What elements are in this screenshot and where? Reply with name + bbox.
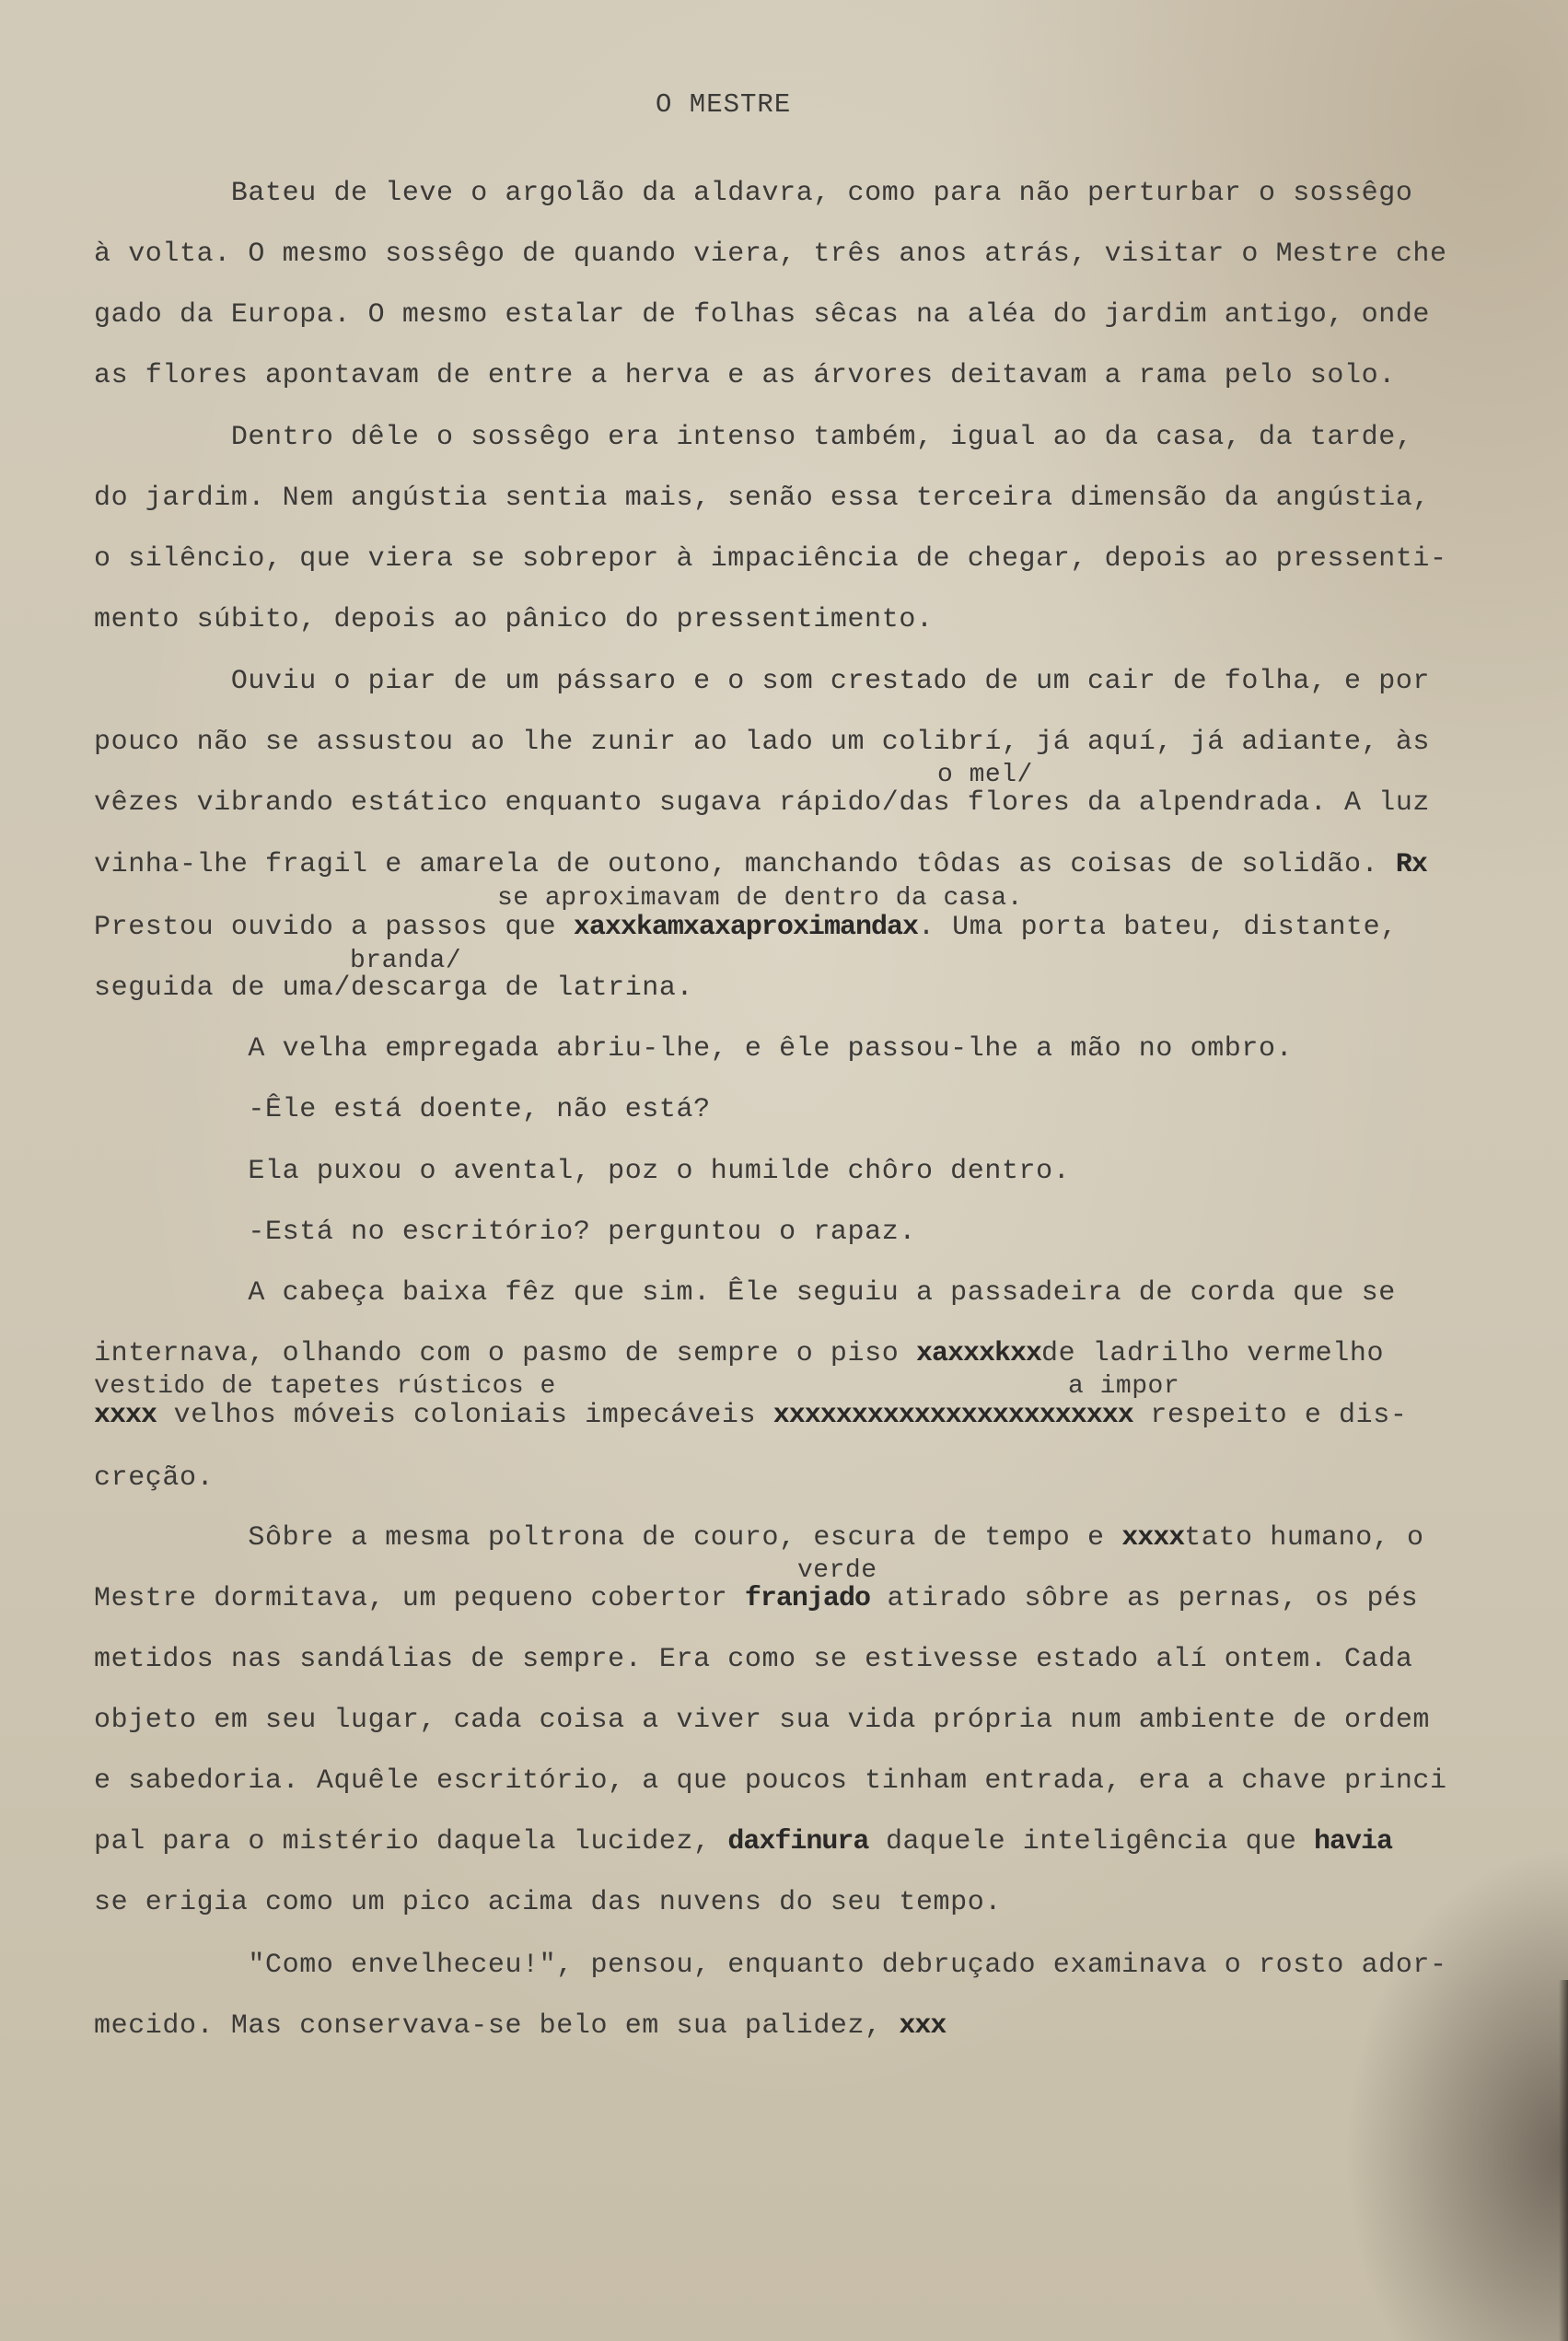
strikeout-text: xxxx [1121,1522,1185,1554]
line-text: daquele inteligência que [868,1826,1315,1858]
text-line [94,1583,1418,1614]
handwritten-insertion: o mel/ [937,761,1033,789]
paper-stain [1559,1980,1568,2341]
text-line: se erigia como um pico acima das nuvens do seu tempo. [94,1887,1002,1918]
strikeout-text: xaxxkamxaxaproximandax [573,912,918,943]
line-text: Prestou ouvido a passos que [94,912,574,943]
text-line: objeto em seu lugar, cada coisa a viver sua vida própria num ambiente de ordem [94,1705,1431,1736]
typed-insertion: verde [797,1556,877,1585]
text-line [94,912,1398,943]
line-text: Sôbre a mesma poltrona de couro, escura de tempo e [94,1522,1122,1554]
line-text: atirado sôbre as pernas, os pés [869,1583,1419,1614]
line-text: respeito e dis- [1132,1400,1408,1431]
text-line [94,1338,1384,1369]
text-line: as flores apontavam de entre a herva e as árvores deitavam a rama pelo solo. [94,360,1396,391]
text-line: à volta. O mesmo sossêgo de quando viera, três anos atrás, visitar o Mestre che [94,239,1447,270]
typed-insertion: vestido de tapetes rústicos e [94,1372,556,1401]
text-line: "Como envelheceu!", pensou, enquanto debruçado examinava o rosto ador- [94,1950,1447,1981]
text-line: mento súbito, depois ao pânico do pressentimento. [94,604,934,635]
line-text: Mestre dormitava, um pequeno cobertor [94,1583,745,1614]
typed-insertion: se aproximavam de dentro da casa. [497,884,1023,913]
text-line: A cabeça baixa fêz que sim. Êle seguiu a passadeira de corda que se [94,1277,1396,1309]
page-title: O MESTRE [656,89,792,120]
strikeout-text: xxxxxxxxxxxxxxxxxxxxxxx [772,1400,1133,1431]
strikeout-text: xxxx [94,1400,157,1431]
text-line: pouco não se assustou ao lhe zunir ao lado um colibrí, já aquí, já adiante, às [94,727,1431,758]
line-text: vinha-lhe fragil e amarela de outono, manchando tôdas as coisas de solidão. [94,849,1396,880]
text-line: -Está no escritório? perguntou o rapaz. [94,1217,916,1248]
text-line [94,2010,946,2042]
text-line: -Êle está doente, não está? [94,1094,711,1125]
strikeout-text: xxx [899,2010,947,2042]
line-text: . Uma porta bateu, distante, [917,912,1398,943]
text-line: gado da Europa. O mesmo estalar de folhas sêcas na aléa do jardim antigo, onde [94,299,1431,331]
text-line [94,1826,1392,1858]
typed-insertion: branda/ [350,947,462,975]
text-line [94,1400,1407,1431]
text-line: Dentro dêle o sossêgo era intenso também, igual ao da casa, da tarde, [94,422,1413,453]
text-line: Bateu de leve o argolão da aldavra, como para não perturbar o sossêgo [94,178,1413,209]
line-text: de ladrilho vermelho [1040,1338,1385,1369]
line-text: mecido. Mas conservava-se belo em sua palidez, [94,2010,900,2042]
text-line: Ela puxou o avental, poz o humilde chôro dentro. [94,1156,1071,1187]
text-line: o silêncio, que viera se sobrepor à impaciência de chegar, depois ao pressenti- [94,543,1447,575]
text-line: creção. [94,1462,215,1494]
strikeout-text: franjado [744,1583,870,1614]
strikeout-text: havia [1314,1826,1393,1858]
text-line: seguida de uma/descarga de latrina. [94,973,694,1004]
line-text: internava, olhando com o pasmo de sempre o piso [94,1338,916,1369]
text-line: metidos nas sandálias de sempre. Era como se estivesse estado alí ontem. Cada [94,1644,1413,1675]
strikeout-text: daxfinura [727,1826,869,1858]
line-text: pal para o mistério daquela lucidez, [94,1826,728,1858]
text-line: do jardim. Nem angústia sentia mais, senão essa terceira dimensão da angústia, [94,483,1431,514]
text-line [94,849,1427,880]
strikeout-text: xaxxxkxx [915,1338,1041,1369]
text-line: Ouviu o piar de um pássaro e o som crestado de um cair de folha, e por [94,666,1431,697]
line-text: tato humano, o [1184,1522,1424,1554]
text-line: e sabedoria. Aquêle escritório, a que poucos tinham entrada, era a chave princi [94,1765,1447,1797]
typed-insertion: a impor [1068,1372,1180,1401]
strikeout-text: Rx [1395,849,1427,880]
text-line: A velha empregada abriu-lhe, e êle passou-lhe a mão no ombro. [94,1033,1294,1065]
line-text: velhos móveis coloniais impecáveis [157,1400,773,1431]
text-line [94,1522,1424,1554]
text-line: vêzes vibrando estático enquanto sugava rápido/das flores da alpendrada. A luz [94,787,1431,819]
